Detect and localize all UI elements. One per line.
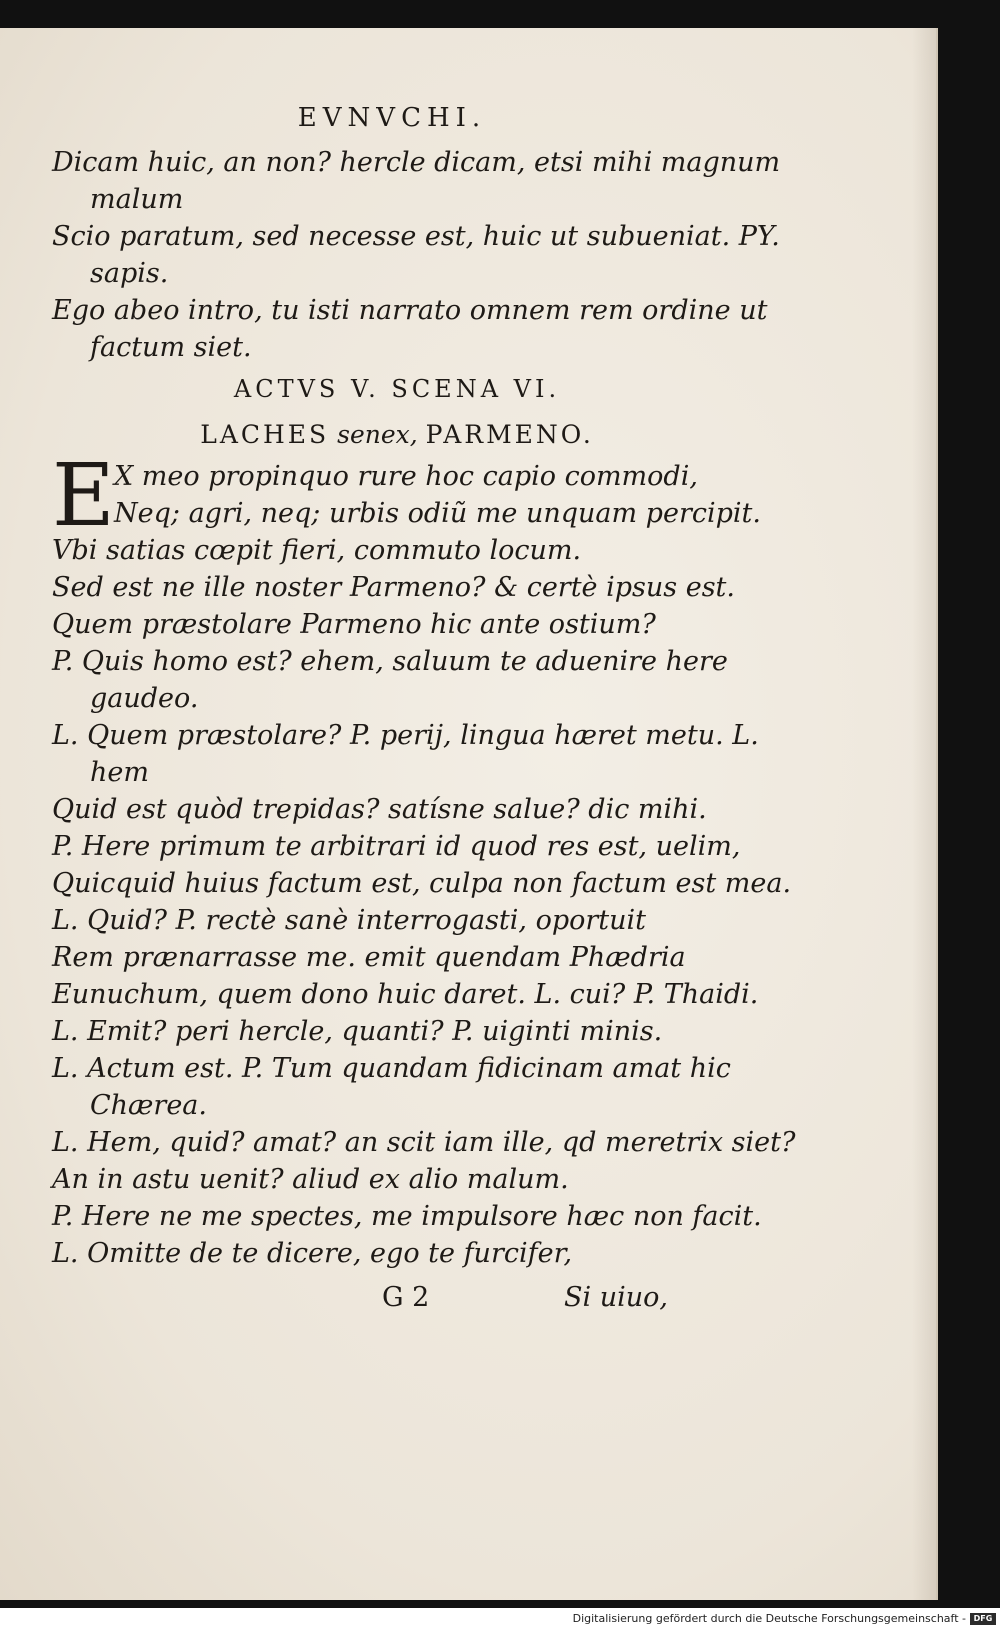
text-line: hem bbox=[90, 757, 149, 788]
text-line: An in astu uenit? aliud ex alio malum. bbox=[52, 1164, 569, 1195]
text-line: L. Quid? P. rectè sanè interrogasti, oportuit bbox=[52, 905, 647, 936]
page-footer bbox=[52, 1278, 702, 1318]
text-line: Quid est quòd trepidas? satísne salue? dic mihi. bbox=[52, 794, 707, 825]
credit-text: Digitalisierung gefördert durch die Deutsche Forschungsgemeinschaft - bbox=[572, 1612, 966, 1625]
text-line: L. Emit? peri hercle, quanti? P. uiginti minis. bbox=[52, 1016, 663, 1047]
text-line: Quicquid huius factum est, culpa non factum est mea. bbox=[52, 868, 792, 899]
page-text-block bbox=[52, 98, 796, 1318]
drop-cap-letter: E bbox=[52, 446, 115, 546]
text-line: Ego abeo intro, tu isti narrato omnem rem ordine ut bbox=[52, 295, 768, 326]
scene-heading: ACTVS V. SCENA VI. bbox=[233, 375, 561, 403]
drop-cap-line-2: Neq; agri, neq; urbis odiũ me unquam percipit. bbox=[114, 498, 761, 529]
person-parmeno: PARMENO. bbox=[425, 420, 594, 449]
text-line: P. Here ne me spectes, me impulsore hæc non facit. bbox=[52, 1201, 762, 1232]
page-edge-shadow bbox=[912, 28, 936, 1600]
text-line: L. Hem, quid? amat? an scit iam ille, qd meretrix siet? bbox=[52, 1127, 796, 1158]
text-line: gaudeo. bbox=[90, 683, 199, 714]
text-lines-before-scene bbox=[52, 144, 781, 366]
drop-cap-block bbox=[52, 446, 761, 546]
text-line: Sed est ne ille noster Parmeno? & certè ipsus est. bbox=[52, 572, 735, 603]
person-role: senex, bbox=[337, 420, 418, 449]
text-line: Chærea. bbox=[90, 1090, 207, 1121]
text-line: L. Actum est. P. Tum quandam fidicinam amat hic bbox=[52, 1053, 731, 1084]
person-laches: LACHES bbox=[200, 420, 330, 449]
text-line: L. Omitte de te dicere, ego te furcifer, bbox=[52, 1238, 573, 1269]
text-line: P. Quis homo est? ehem, saluum te aduenire here bbox=[52, 646, 728, 677]
text-line: P. Here primum te arbitrari id quod res est, uelim, bbox=[52, 831, 741, 862]
text-line: sapis. bbox=[90, 258, 169, 289]
text-line: L. Quem præstolare? P. perij, lingua hæret metu. L. bbox=[52, 720, 759, 751]
dramatis-personae bbox=[52, 412, 702, 458]
catchword: Si uiuo, bbox=[564, 1282, 668, 1313]
text-line: Scio paratum, sed necesse est, huic ut subueniat. PY. bbox=[52, 221, 780, 252]
book-page bbox=[0, 28, 938, 1600]
text-line: Quem præstolare Parmeno hic ante ostium? bbox=[52, 609, 656, 640]
text-line: Vbi satias cœpit fieri, commuto locum. bbox=[52, 535, 582, 566]
text-line: malum bbox=[90, 184, 184, 215]
text-line: Eunuchum, quem dono huic daret. L. cui? P. Thaidi. bbox=[52, 979, 759, 1010]
signature-mark: G 2 bbox=[382, 1282, 430, 1313]
dfg-logo-icon: DFG bbox=[970, 1613, 996, 1625]
running-head: EVNVCHI. bbox=[297, 103, 487, 133]
digitization-credit bbox=[0, 1608, 1000, 1630]
text-line: Rem prænarrasse me. emit quendam Phædria bbox=[52, 942, 686, 973]
text-line: factum siet. bbox=[90, 332, 252, 363]
text-line: Dicam huic, an non? hercle dicam, etsi mihi magnum bbox=[52, 147, 781, 178]
drop-cap-line-1: X meo propinquo rure hoc capio commodi, bbox=[114, 461, 698, 492]
text-lines-after-scene bbox=[52, 532, 796, 1272]
